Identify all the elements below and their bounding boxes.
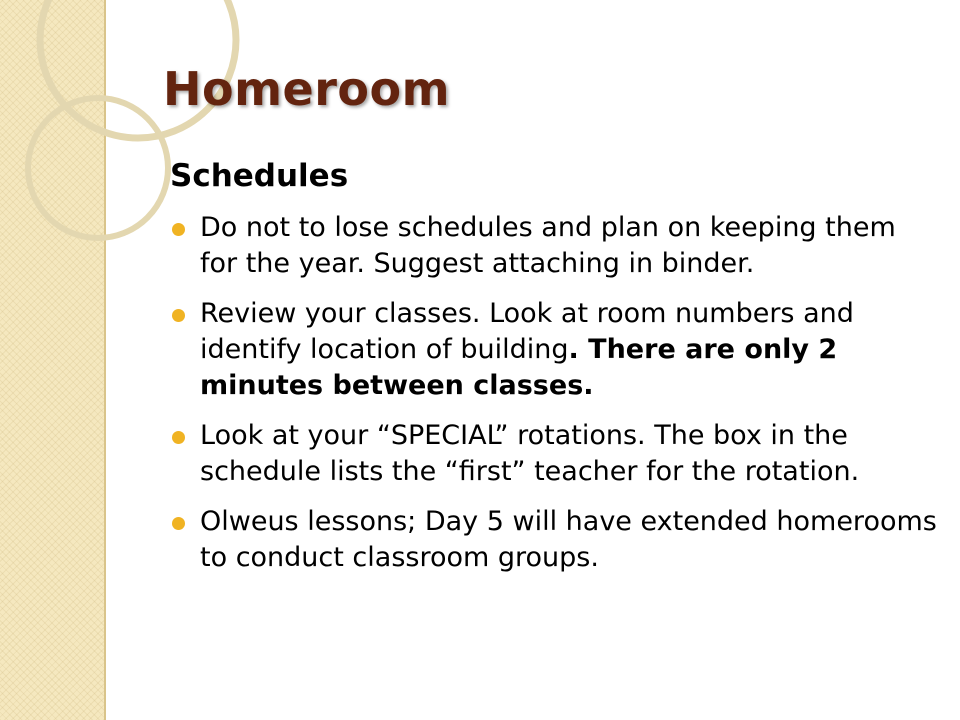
small-circle-ring [28, 98, 168, 238]
bullet-item [170, 418, 940, 490]
bullet-item [170, 210, 940, 282]
bullet-dot-icon [172, 431, 185, 444]
bullet-item [170, 296, 940, 404]
bullet-text: Do not to lose schedules and plan on keeping them for the year. Suggest attaching in binder. [200, 212, 896, 279]
bullet-dot-icon [172, 309, 185, 322]
bullet-item [170, 504, 940, 576]
slide-title: Homeroom [163, 62, 451, 116]
bullet-text: Olweus lessons; Day 5 will have extended homerooms to conduct classroom groups. [200, 506, 937, 573]
bullet-text: Look at your “SPECIAL” rotations. The box in the schedule lists the “first” teacher for the rotation. [200, 420, 860, 487]
bullet-text: Review your classes. Look at room numbers and identify location of building [200, 298, 854, 365]
bullet-text-bold: . There are only 2 minutes between classes. [200, 334, 838, 401]
bullet-dot-icon [172, 223, 185, 236]
slide-subheading: Schedules [170, 158, 349, 194]
bullet-list [170, 210, 940, 590]
bullet-dot-icon [172, 517, 185, 530]
